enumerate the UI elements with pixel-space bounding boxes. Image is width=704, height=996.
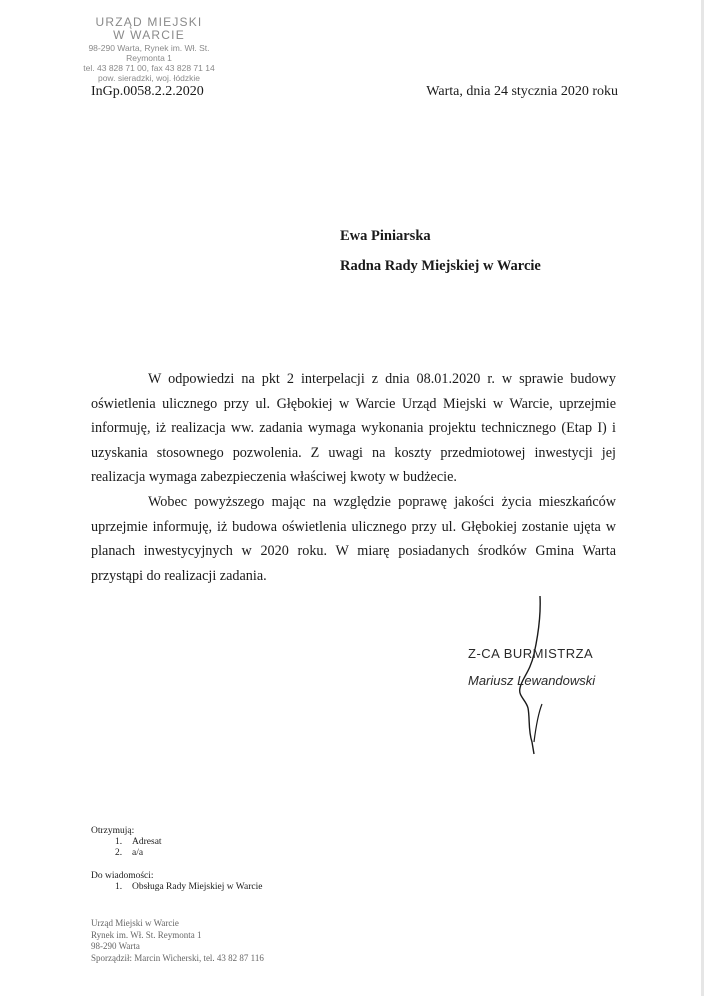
stamp-region: pow. sieradzki, woj. łódzkie — [97, 73, 201, 83]
recipient-name: Ewa Piniarska — [340, 228, 431, 244]
letter-body — [91, 367, 616, 588]
list-item — [91, 848, 162, 859]
body-paragraph-1: W odpowiedzi na pkt 2 interpelacji z dnia 08.01.2020 r. w sprawie budowy oświetlenia ulicznego przy ul. Głębokiej w Warcie Urząd Miejski w Warcie, uprzejmie informuję, iż realizacja ww. zadania wymaga wykonania projektu technicznego (Etap I) i uzyskania stosownego pozwolenia. Z uwagi na koszty przedmiotowej inwestycji jej realizacja wymaga zabezpieczenia właściwej kwoty w budżecie. — [91, 371, 616, 486]
list-item-text: Adresat — [132, 837, 162, 847]
signatory-name: Mariusz Lewandowski — [468, 673, 596, 688]
list-item — [91, 837, 162, 848]
stamp-office-name: URZĄD MIEJSKI — [95, 15, 203, 29]
recipients-label: Otrzymują: — [91, 826, 135, 836]
list-item — [91, 882, 262, 893]
footer-address: Rynek im. Wł. St. Reymonta 1 — [91, 929, 202, 940]
cc-label: Do wiadomości: — [91, 871, 154, 881]
body-paragraph-2: Wobec powyższego mając na względzie poprawę jakości życia mieszkańców uprzejmie informuję, iż budowa oświetlenia ulicznego przy ul. Głębokiej zostanie ujęta w planach inwestycyjnych w 2020 roku. W miarę posiadanych środków Gmina Warta przystąpi do realizacji zadania. — [91, 493, 616, 584]
signature-block — [468, 646, 595, 688]
stamp-phone: tel. 43 828 71 00, fax 43 828 71 14 — [83, 63, 215, 73]
signatory-title: Z-CA BURMISTRZA — [468, 646, 594, 661]
footer-office: Urząd Miejski w Warcie — [91, 918, 179, 928]
letter-date: Warta, dnia 24 stycznia 2020 roku — [426, 84, 618, 99]
stamp-town: W WARCIE — [113, 28, 185, 42]
stamp-address: 98-290 Warta, Rynek im. Wł. St. Reymonta 1 — [88, 43, 210, 63]
recipients-list — [91, 826, 162, 859]
recipient-block — [340, 221, 541, 281]
list-item-number: 1. — [115, 882, 123, 892]
footer-info — [91, 918, 264, 964]
office-stamp — [74, 16, 224, 83]
list-item-number: 2. — [115, 848, 123, 858]
list-item-number: 1. — [115, 837, 123, 847]
footer-prepared-by: Sporządził: Marcin Wicherski, tel. 43 82 87 116 — [91, 952, 264, 963]
list-item-text: Obsługa Rady Miejskiej w Warcie — [132, 882, 263, 892]
reference-number: InGp.0058.2.2.2020 — [91, 84, 204, 99]
cc-list — [91, 871, 262, 893]
footer-postcode: 98-290 Warta — [91, 941, 140, 952]
recipient-title: Radna Rady Miejskiej w Warcie — [340, 258, 541, 274]
list-item-text: a/a — [132, 848, 144, 858]
